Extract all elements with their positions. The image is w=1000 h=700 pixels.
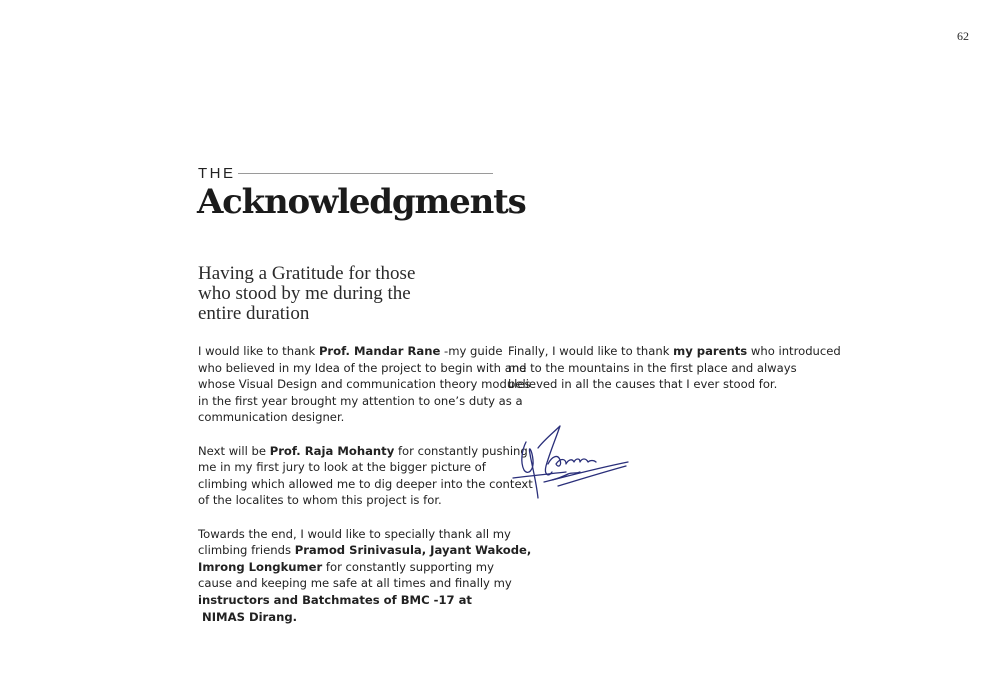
name-highlight: NIMAS Dirang. — [198, 609, 298, 624]
text-line: me to the mountains in the first place and always — [508, 360, 797, 375]
text-line: climbing which allowed me to dig deeper into the context — [198, 476, 533, 491]
text-line: Finally, I would like to thank my parents who introduced — [508, 344, 841, 358]
text-line: me in my first jury to look at the bigger picture of — [198, 460, 486, 475]
text-line: climbing friends Pramod Srinivasula, Jayant Wakode, — [198, 543, 532, 558]
subtitle-line: who stood by me during the — [198, 283, 411, 304]
name-highlight: Prof. Raja Mohanty — [269, 443, 395, 458]
section-kicker: THE — [198, 165, 236, 182]
text-line: cause and keeping me safe at all times and finally my — [198, 576, 512, 591]
right-text-column — [508, 343, 841, 409]
page-number: 62 — [957, 29, 969, 43]
text-line: I would like to thank Prof. Mandar Rane -my guide — [198, 344, 503, 358]
text-line: who believed in my Idea of the project to begin with and — [198, 360, 527, 375]
name-highlight: Imrong Longkumer — [198, 559, 323, 574]
subtitle-line: entire duration — [198, 303, 310, 324]
section-kicker-row — [198, 165, 494, 181]
text-line: of the localites to whom this project is for. — [198, 493, 442, 508]
text-line: believed in all the causes that I ever stood for. — [508, 377, 778, 392]
text-line: Imrong Longkumer for constantly supporting my — [198, 559, 494, 574]
text-line: Next will be Prof. Raja Mohanty for constantly pushing — [198, 443, 528, 458]
text-line: whose Visual Design and communication theory modules — [198, 377, 531, 392]
text-line: Towards the end, I would like to specially thank all my — [198, 526, 511, 541]
name-highlight: Prof. Mandar Rane — [318, 344, 441, 358]
page-title: Acknowledgments — [197, 182, 526, 222]
kicker-divider — [238, 173, 493, 174]
text-line: communication designer. — [198, 410, 345, 425]
text-line: in the first year brought my attention to one’s duty as a — [198, 393, 523, 408]
subtitle-line: Having a Gratitude for those — [198, 263, 416, 284]
name-highlight: my parents — [673, 344, 748, 358]
paragraph-parents-thanks — [508, 343, 841, 393]
subtitle — [198, 264, 428, 324]
paragraph-friends-thanks — [198, 526, 532, 626]
paragraph-jury-thanks — [198, 443, 533, 509]
signature-image — [508, 420, 633, 505]
paragraph-guide-thanks — [198, 343, 531, 426]
name-highlight: Pramod Srinivasula, Jayant Wakode, — [294, 543, 532, 558]
name-highlight: instructors and Batchmates of BMC -17 at — [198, 592, 472, 607]
left-text-column — [198, 343, 533, 642]
